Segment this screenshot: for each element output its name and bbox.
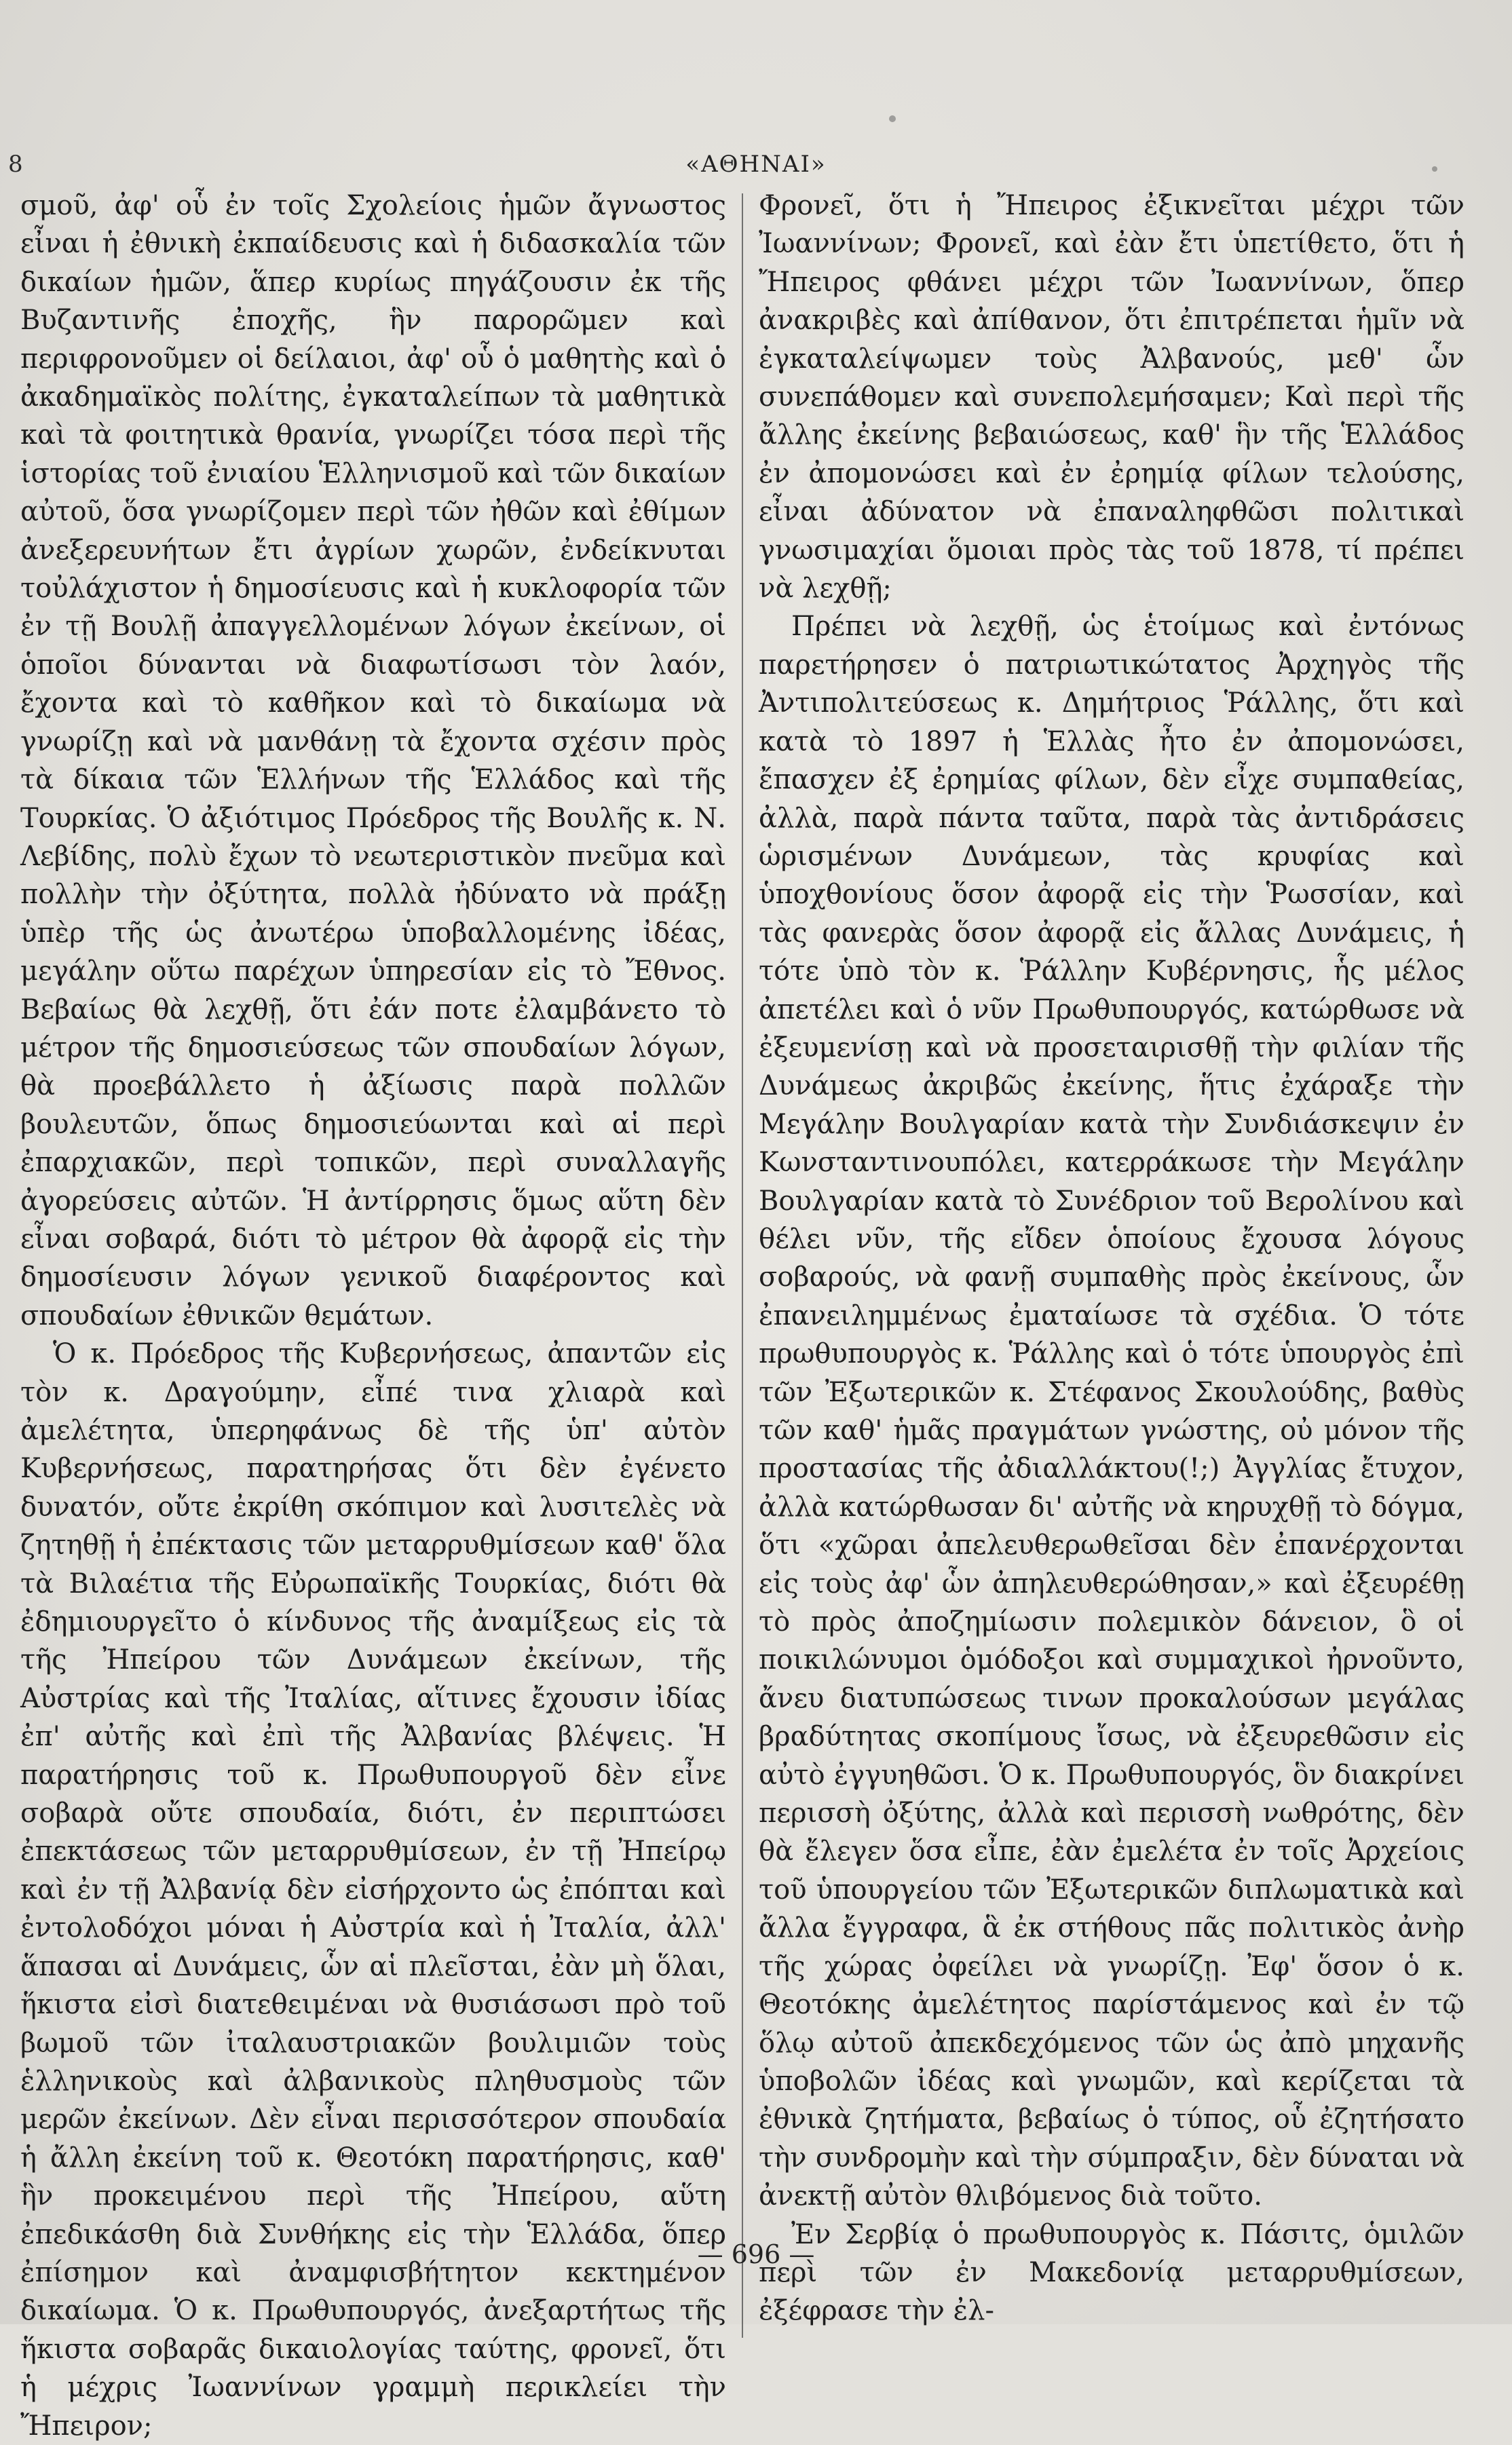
right-paragraph-3: Ἐν Σερβίᾳ ὁ πρωθυπουργὸς κ. Πάσιτς, ὁμιλῶν περὶ τῶν ἐν Μακεδονίᾳ μεταρρυθμίσεων, ἐξέφρασε τὴν ἐλ- (759, 2218, 1464, 2327)
left-paragraph-2: Ὁ κ. Πρόεδρος τῆς Κυβερνήσεως, ἀπαντῶν εἰς τὸν κ. Δραγούμην, εἶπέ τινα χλιαρὰ καὶ ἀμελέτητα, ὑπερηφάνως δὲ τῆς ὑπ' αὐτὸν Κυβερνήσεως, παρατηρήσας ὅτι δὲν ἐγένετο δυνατόν, οὔτε ἐκρίθη σκόπιμον καὶ λυσιτελὲς νὰ ζητηθῇ ἡ ἐπέκτασις τῶν μεταρρυθμίσεων καθ' ὅλα τὰ Βιλαέτια τῆς Εὐρωπαϊκῆς Τουρκίας, διότι θὰ ἐδημιουργεῖτο ὁ κίνδυνος τῆς ἀναμίξεως εἰς τὰ τῆς Ἠπείρου τῶν Δυνάμεων ἐκείνων, τῆς Αὐστρίας καὶ τῆς Ἰταλίας, αἵτινες ἔχουσιν ἰδίας ἐπ' αὐτῆς καὶ ἐπὶ τῆς Ἀλβανίας βλέψεις. Ἡ παρατήρησις τοῦ κ. Πρωθυπουργοῦ δὲν εἶνε σοβαρὰ οὔτε σπουδαία, διότι, ἐν περιπτώσει ἐπεκτάσεως τῶν μεταρρυθμίσεων, ἐν τῇ Ἠπείρῳ καὶ ἐν τῇ Ἀλβανίᾳ δὲν εἰσήρχοντο ὡς ἐπόπται καὶ ἐντολοδόχοι μόναι ἡ Αὐστρία καὶ ἡ Ἰταλία, ἀλλ' ἅπασαι αἱ Δυνάμεις, ὧν αἱ πλεῖσται, ἐὰν μὴ ὅλαι, ἥκιστα εἰσὶ διατεθειμέναι νὰ θυσιάσωσι πρὸ τοῦ βωμοῦ τῶν ἰταλαυστριακῶν βουλιμιῶν τοὺς ἑλληνικοὺς καὶ ἀλβανικοὺς πληθυσμοὺς τῶν μερῶν ἐκείνων. Δὲν εἶναι περισσότερον σπουδαία ἡ ἄλλη ἐκείνη τοῦ κ. Θεοτόκη παρατήρησις, καθ' ἣν προκειμένου περὶ τῆς Ἠπείρου, αὕτη ἐπεδικάσθη διὰ Συνθήκης εἰς τὴν Ἑλλάδα, ὅπερ ἐπίσημον καὶ ἀναμφισβήτητον κεκτημένον δικαίωμα. Ὁ κ. Πρωθυπουργός, ἀνεξαρτήτως τῆς ἥκιστα σοβαρᾶς δικαιολογίας ταύτης, φρονεῖ, ὅτι ἡ μέχρις Ἰωαννίνων γραμμὴ περικλείει τὴν Ἤπειρον; (20, 1338, 726, 2442)
scan-speck (1432, 166, 1437, 172)
column-divider (742, 193, 743, 2338)
scan-speck (889, 115, 896, 122)
page-number: 8 (8, 151, 23, 178)
page-folio: — 696 — (697, 2239, 815, 2269)
right-column (759, 187, 1464, 2327)
left-column (20, 187, 726, 2442)
running-title: «ΑΘΗΝΑΙ» (685, 151, 827, 178)
left-paragraph-1: σμοῦ, ἀφ' οὗ ἐν τοῖς Σχολείοις ἡμῶν ἄγνωστος εἶναι ἡ ἐθνικὴ ἐκπαίδευσις καὶ ἡ διδασκαλία τῶν δικαίων ἡμῶν, ἅπερ κυρίως πηγάζουσιν ἐκ τῆς Βυζαντινῆς ἐποχῆς, ἣν παρορῶμεν καὶ περιφρονοῦμεν οἱ δείλαιοι, ἀφ' οὗ ὁ μαθητὴς καὶ ὁ ἀκαδημαϊκὸς πολίτης, ἐγκαταλείπων τὰ μαθητικὰ καὶ τὰ φοιτητικὰ θρανία, γνωρίζει τόσα περὶ τῆς ἱστορίας τοῦ ἐνιαίου Ἑλληνισμοῦ καὶ τῶν δικαίων αὐτοῦ, ὅσα γνωρίζομεν περὶ τῶν ἠθῶν καὶ ἐθίμων ἀνεξερευνήτων ἔτι ἀγρίων χωρῶν, ἐνδείκνυται τοὐλάχιστον ἡ δημοσίευσις καὶ ἡ κυκλοφορία τῶν ἐν τῇ Βουλῇ ἀπαγγελλομένων λόγων ἐκείνων, οἱ ὁποῖοι δύνανται νὰ διαφωτίσωσι τὸν λαόν, ἔχοντα καὶ τὸ καθῆκον καὶ τὸ δικαίωμα νὰ γνωρίζῃ καὶ νὰ μανθάνῃ τὰ ἔχοντα σχέσιν πρὸς τὰ δίκαια τῶν Ἑλλήνων τῆς Ἑλλάδος καὶ τῆς Τουρκίας. Ὁ ἀξιότιμος Πρόεδρος τῆς Βουλῆς κ. Ν. Λεβίδης, πολὺ ἔχων τὸ νεωτεριστικὸν πνεῦμα καὶ πολλὴν τὴν ὀξύτητα, πολλὰ ἠδύνατο νὰ πράξῃ ὑπὲρ τῆς ὡς ἀνωτέρω ὑποβαλλομένης ἰδέας, μεγάλην οὕτω παρέχων ὑπηρεσίαν εἰς τὸ Ἔθνος. Βεβαίως θὰ λεχθῇ, ὅτι ἐάν ποτε ἐλαμβάνετο τὸ μέτρον τῆς δημοσιεύσεως τῶν σπουδαίων λόγων, θὰ προεβάλλετο ἡ ἀξίωσις παρὰ πολλῶν βουλευτῶν, ὅπως δημοσιεύωνται καὶ αἱ περὶ ἐπαρχιακῶν, περὶ τοπικῶν, περὶ συναλλαγῆς ἀγορεύσεις αὐτῶν. Ἡ ἀντίρρησις ὅμως αὕτη δὲν εἶναι σοβαρά, διότι τὸ μέτρον θὰ ἀφορᾷ εἰς τὴν δημοσίευσιν λόγων γενικοῦ διαφέροντος καὶ σπουδαίων ἐθνικῶν θεμάτων. (20, 190, 726, 1331)
right-paragraph-2: Πρέπει νὰ λεχθῇ, ὡς ἑτοίμως καὶ ἐντόνως παρετήρησεν ὁ πατριωτικώτατος Ἀρχηγὸς τῆς Ἀντιπολιτεύσεως κ. Δημήτριος Ῥάλλης, ὅτι καὶ κατὰ τὸ 1897 ἡ Ἑλλὰς ἦτο ἐν ἀπομονώσει, ἔπασχεν ἐξ ἐρημίας φίλων, δὲν εἶχε συμπαθείας, ἀλλὰ, παρὰ πάντα ταῦτα, παρὰ τὰς ἀντιδράσεις ὡρισμένων Δυνάμεων, τὰς κρυφίας καὶ ὑποχθονίους ὅσον ἀφορᾷ εἰς τὴν Ῥωσσίαν, καὶ τὰς φανερὰς ὅσον ἀφορᾷ εἰς ἄλλας Δυνάμεις, ἡ τότε ὑπὸ τὸν κ. Ῥάλλην Κυβέρνησις, ἧς μέλος ἀπετέλει καὶ ὁ νῦν Πρωθυπουργός, κατώρθωσε νὰ ἐξευμενίσῃ καὶ νὰ προσεταιρισθῇ τὴν φιλίαν τῆς Δυνάμεως ἀκριβῶς ἐκείνης, ἥτις ἐχάραξε τὴν Μεγάλην Βουλγαρίαν κατὰ τὴν Συνδιάσκεψιν ἐν Κωνσταντινουπόλει, κατερράκωσε τὴν Μεγάλην Βουλγαρίαν κατὰ τὸ Συνέδριον τοῦ Βερολίνου καὶ θέλει νῦν, τῆς εἴδεν ὁποίους ἔχουσα λόγους σοβαρούς, νὰ φανῇ συμπαθὴς πρὸς ἐκείνους, ὧν ἐπανειλημμένως ἐματαίωσε τὰ σχέδια. Ὁ τότε πρωθυπουργὸς κ. Ῥάλλης καὶ ὁ τότε ὑπουργὸς ἐπὶ τῶν Ἐξωτερικῶν κ. Στέφανος Σκουλούδης, βαθὺς τῶν καθ' ἡμᾶς πραγμάτων γνώστης, οὐ μόνον τῆς προστασίας τῆς ἀδιαλλάκτου(!;) Ἀγγλίας ἔτυχον, ἀλλὰ κατώρθωσαν δι' αὐτῆς νὰ κηρυχθῇ τὸ δόγμα, ὅτι «χῶραι ἀπελευθερωθεῖσαι δὲν ἐπανέρχονται εἰς τοὺς ἀφ' ὧν ἀπηλευθερώθησαν,» καὶ ἐξευρέθῃ τὸ πρὸς ἀποζημίωσιν πολεμικὸν δάνειον, ὃ οἱ ποικιλώνυμοι ὁμόδοξοι καὶ συμμαχικοὶ ἠρνοῦντο, ἄνευ διατυπώσεως τινων προκαλούσων μεγάλας βραδύτητας σκοπίμους ἴσως, νὰ ἐξευρεθῶσιν εἰς αὐτὸ ἐγγυηθῶσι. Ὁ κ. Πρωθυπουργός, ὃν διακρίνει περισσὴ ὀξύτης, ἀλλὰ καὶ περισσὴ νωθρότης, δὲν θὰ ἔλεγεν ὅσα εἶπε, ἐὰν ἐμελέτα ἐν τοῖς Ἀρχείοις τοῦ ὑπουργείου τῶν Ἐξωτερικῶν διπλωματικὰ καὶ ἄλλα ἔγγραφα, ἃ ἐκ στήθους πᾶς πολιτικὸς ἀνὴρ τῆς χώρας ὀφείλει νὰ γνωρίζῃ. Ἐφ' ὅσον ὁ κ. Θεοτόκης ἀμελέτητος παρίστάμενος καὶ ἐν τῷ ὅλῳ αὐτοῦ ἀπεκδεχόμενος τῶν ὡς ἀπὸ μηχανῆς ὑποβολῶν ἰδέας καὶ γνωμῶν, καὶ κερίζεται τὰ ἐθνικὰ ζητήματα, βεβαίως ὁ τύπος, οὗ ἐζητήσατο τὴν συνδρομὴν καὶ τὴν σύμπραξιν, δὲν δύναται νὰ ἀνεκτῇ αὐτὸν θλιβόμενος διὰ τοῦτο. (759, 611, 1464, 2212)
right-paragraph-1: Φρονεῖ, ὅτι ἡ Ἤπειρος ἐξικνεῖται μέχρι τῶν Ἰωαννίνων; Φρονεῖ, καὶ ἐὰν ἔτι ὑπετίθετο, ὅτι ἡ Ἤπειρος φθάνει μέχρι τῶν Ἰωαννίνων, ὅπερ ἀνακριβὲς καὶ ἀπίθανον, ὅτι ἐπιτρέπεται ἡμῖν νὰ ἐγκαταλείψωμεν τοὺς Ἀλβανούς, μεθ' ὧν συνεπάθομεν καὶ συνεπολεμήσαμεν; Καὶ περὶ τῆς ἄλλης ἐκείνης βεβαιώσεως, καθ' ἣν τῆς Ἑλλάδος ἐν ἀπομονώσει καὶ ἐν ἐρημίᾳ φίλων τελούσης, εἶναι ἀδύνατον νὰ ἐπαναληφθῶσι πολιτικαὶ γνωσιμαχίαι ὅμοιαι πρὸς τὰς τοῦ 1878, τί πρέπει νὰ λεχθῇ; (759, 190, 1464, 605)
